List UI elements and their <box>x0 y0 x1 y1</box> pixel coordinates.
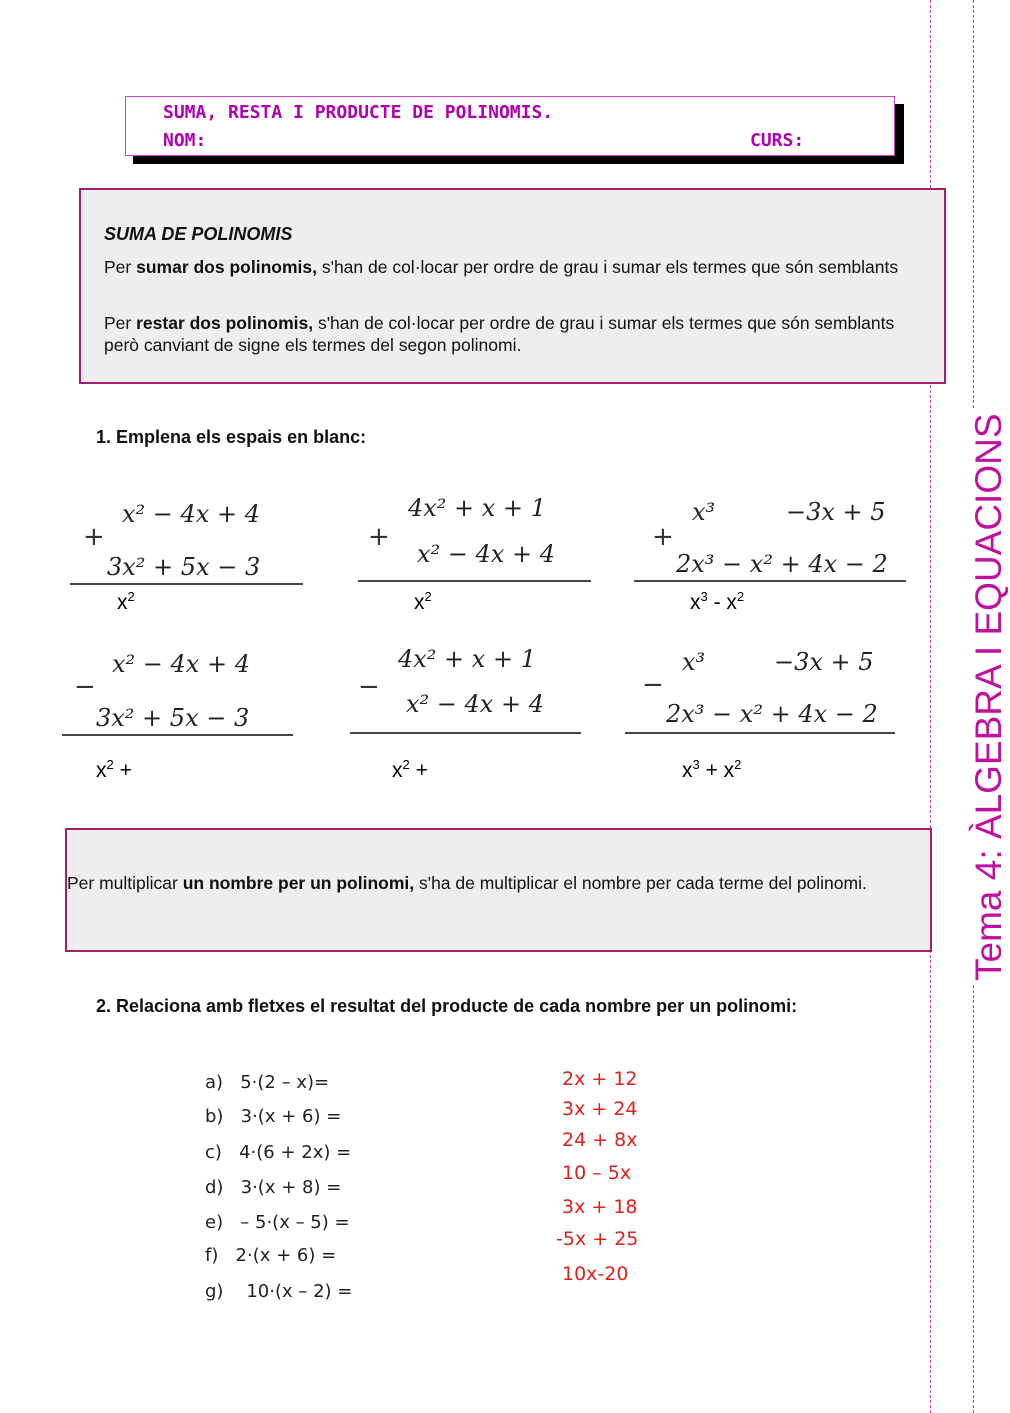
sum-info-title: SUMA DE POLINOMIS <box>104 224 293 244</box>
exercise2-title: 2. Relaciona amb fletxes el resultat del producte de cada nombre per un polinomi: <box>96 996 798 1016</box>
product-item-c: c) 4·(6 + 2x) = <box>205 1142 352 1163</box>
sum2-answer: $x^2$ <box>414 589 432 614</box>
diff3-minus: − <box>642 670 664 700</box>
side-title: Tema 4: ÀLGEBRA I EQUACIONS <box>968 409 1010 985</box>
result-5: 3x + 18 <box>562 1196 638 1218</box>
sum2-plus: + <box>368 522 390 552</box>
sum1-top: x² − 4x + 4 <box>122 500 260 528</box>
sum2-top: 4x² + x + 1 <box>408 494 546 522</box>
product-item-e: e) – 5·(x – 5) = <box>205 1212 350 1233</box>
diff1-top: x² − 4x + 4 <box>112 650 250 678</box>
sum-info-paragraph: Per sumar dos polinomis, s'han de col·locar per ordre de grau i sumar els termes que són semblants <box>104 257 899 277</box>
diff3-bottom: 2x³ − x² + 4x − 2 <box>666 700 878 728</box>
product-item-d: d) 3·(x + 8) = <box>205 1177 342 1198</box>
sum3-top-linear: −3x + 5 <box>786 498 886 526</box>
mult-info-paragraph: Per multiplicar un nombre per un polinomi, s'ha de multiplicar el nombre per cada terme del polinomi. <box>67 873 867 893</box>
diff1-rule <box>62 734 293 736</box>
product-item-a: a) 5·(2 – x)= <box>205 1072 330 1093</box>
sum1-plus: + <box>83 522 105 552</box>
sum1-rule <box>70 583 303 585</box>
diff1-minus: − <box>74 672 96 702</box>
result-7: 10x-20 <box>562 1263 629 1285</box>
result-4: 10 – 5x <box>562 1162 632 1184</box>
diff2-minus: − <box>358 672 380 702</box>
sum2-bottom: x² − 4x + 4 <box>417 540 555 568</box>
result-2: 3x + 24 <box>562 1098 638 1120</box>
diff3-top-linear: −3x + 5 <box>774 648 874 676</box>
sum3-answer: $x^3 - x^2$ <box>690 589 745 614</box>
name-label: NOM: <box>163 130 207 151</box>
diff2-rule <box>350 732 581 734</box>
subtract-info-paragraph: Per restar dos polinomis, s'han de col·locar per ordre de grau i sumar els termes que són semblants però canviant de signe els termes del segon polinomi. <box>104 313 895 355</box>
sum3-rule <box>634 580 906 582</box>
diff3-rule <box>625 732 895 734</box>
result-6: -5x + 25 <box>556 1228 639 1250</box>
result-1: 2x + 12 <box>562 1068 638 1090</box>
diff2-bottom: x² − 4x + 4 <box>406 690 544 718</box>
diff1-answer: $x^2$ + <box>96 757 132 782</box>
diff1-bottom: 3x² + 5x − 3 <box>96 704 250 732</box>
result-3: 24 + 8x <box>562 1129 638 1151</box>
sum1-answer: $x^2$ <box>117 589 135 614</box>
sum3-plus: + <box>652 522 674 552</box>
sum3-bottom: 2x³ − x² + 4x − 2 <box>676 550 888 578</box>
product-item-f: f) 2·(x + 6) = <box>205 1245 337 1266</box>
diff3-top-cubic: x³ <box>682 648 706 676</box>
worksheet-title: SUMA, RESTA I PRODUCTE DE POLINOMIS. <box>163 102 554 123</box>
exercise1-title: 1. Emplena els espais en blanc: <box>96 427 367 447</box>
sum2-rule <box>358 580 591 582</box>
diff2-answer: $x^2$ + <box>392 757 428 782</box>
product-item-g: g) 10·(x – 2) = <box>205 1281 353 1302</box>
product-item-b: b) 3·(x + 6) = <box>205 1106 342 1127</box>
sum1-bottom: 3x² + 5x − 3 <box>107 553 261 581</box>
sum3-top-cubic: x³ <box>692 498 716 526</box>
diff3-answer: $x^3 + x^2$ <box>682 757 742 782</box>
course-label: CURS: <box>750 130 805 151</box>
diff2-top: 4x² + x + 1 <box>398 645 536 673</box>
